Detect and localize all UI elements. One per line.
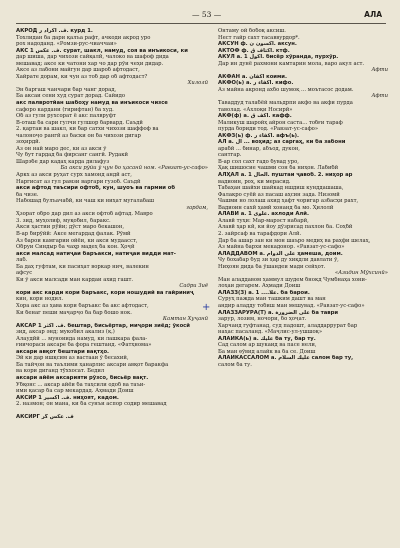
text-line: ғиичораси аксаре ба фора гештанд. «Фатҳнома» [16, 342, 152, 349]
text-line: АКФ(ф) а. اکف ق. кафф. [218, 113, 292, 120]
text-line: Фалакро суёй аз пасаш аҳсин зада. Низомӣ [218, 191, 340, 198]
text-line: Наргисат аз гул рамзи варгари гузоб. Саъдӣ [16, 178, 141, 185]
text-line: 2. қартаи ва шакл, ки бар сатхи чихози шаффоф ва [16, 126, 159, 133]
text-line: аксари авқот бештари вақтҳо. [16, 348, 110, 355]
text-line: Табаҳан шайхи шайкад ншдиш кунддашаша, [218, 185, 344, 192]
text-line: Тохлидан ба дари қалъа рафт, ачкоди акрод уро [16, 34, 151, 41]
text-line: Хилолӣ [187, 80, 208, 87]
text-line: Нест гайр сахт тасаввурдор*. [218, 34, 300, 41]
text-line: аксари айём аксарияти рӯзсо, бисьёр вақт. [16, 374, 149, 381]
text-line: 2. назмон; он мана, ки ба сунъи аспор содир мешавад [16, 401, 167, 408]
text-line: афсус [16, 270, 33, 277]
text-line: Чу бут гардад ба фирсанг сангӣ. Рудакӣ [16, 152, 128, 159]
text-line: андир аладду тобиш ман мешувад. «Равзат-ус-сафо» [218, 302, 365, 309]
text-line: акси афтод таъсири офтоб, кун, шуоъ ва гармии об [16, 185, 176, 192]
text-line: Алавӣ ҳар кӣ, ки йоу дӯзрисад пахлон ба. Соҳбӣ [218, 224, 353, 231]
text-line: В-ар сол сахт гадо бувад уро, [218, 158, 299, 165]
text-line: АКФАН а. اکفان коими. [218, 73, 287, 80]
text-line: зоҳирдӣ. [16, 139, 41, 146]
text-line: Чу бохабар буд зи ҳар ду хиқдли давлати ӯ, [218, 257, 339, 264]
text-line: АКСИРГ ف. عکس گر [16, 414, 74, 421]
text-line: Сад салом ар шукаид ва пасе нели, [218, 342, 317, 349]
text-line: АКСУН ф. اکسون ن. аксун. [218, 41, 297, 48]
text-line: Ба даҳ гуфтам, ки пасиҳат воркар ниҷ, валекин [16, 263, 149, 270]
text-line: Аксе аз лабони майгун дар шароб афтодаст, [16, 67, 140, 74]
text-line: Ба аксаи сени худ сурат дорад. Сайидо [16, 93, 126, 100]
text-line: вадиоин, роҳ, ки мерасид. [218, 178, 291, 185]
text-line: АЛҲАЛ а. الحال 1. пуштаи ҷавоб. 2. ниҳор ар [218, 172, 353, 179]
text-line: Об аз гули рухсорат ё акс палвруфт [16, 113, 116, 120]
text-line: АКСАР ف. اکثر 1. бештар, бисьёртар, миҷори зиёд; ӯкосӣ [16, 322, 190, 329]
text-line: зид, аксар әнд; мукобил акализ (қ.) [16, 329, 115, 336]
text-line: чалоноҷо рангӣ аз баски он ба чихози дигар [16, 132, 141, 139]
text-line: ба чизе. [16, 191, 39, 198]
text-line: Ки ў акси малсади ман кардаи ахид гашт. [16, 276, 134, 283]
text-line: Эн баргаш чанчари бар чанг дорад, [16, 86, 117, 93]
text-line: Акси ҳастии рӯйи; дӯст маро бекашон, [16, 224, 124, 231]
text-line: Ниҳоян дида ба ўшандеи мади сейҳот. [218, 263, 326, 270]
text-line: лоҳаи дегарем. Аҳмади Доиш [218, 283, 301, 290]
text-line: Набошад булъачабӣ, ки чаш ки ниҳат мугалабаш [16, 198, 154, 205]
text-line: Алаудӣй ... муноиида намуд, ки лашкара фала- [16, 335, 148, 342]
text-line: Хайрате дорам, ки чун аз тоб дар об афтодаст? [16, 73, 148, 80]
text-line: Аз он най маро дес, ки аз акси ў [16, 145, 107, 152]
page-number: — 53 — [192, 10, 222, 19]
text-line: Алавӣ туҳи: Мар-марәст набарӣ, [218, 217, 309, 224]
text-line: Ҳзорат обро дар дил аз акси офтоб афтад. Мавро [16, 211, 153, 218]
text-line: Дар ба ашар зан ки мон шаъро медиҳ ва раҳфи шелаҳ, [218, 237, 371, 244]
text-line: Вадиоин сахӣ ҳамӣ хонанд ба мо. Ҳилолӣ [218, 204, 334, 211]
text-line: Ба акси рўйи ў ҷун бо ҳасанӣ ном. «Равзат-ус-сафо» [60, 165, 208, 172]
text-line: АЛАЙКА(ь) а. عليك ба ту, бар ту. [218, 335, 316, 342]
text-line: сафоро кардани (гирифтан) ба худ. [16, 106, 114, 113]
text-line: зарур, лозим, ночори, бо ҳоҷат. [218, 316, 307, 323]
right-column [218, 28, 388, 540]
text-line: рох надоданд. «Ромзи-рус-чиаччаи» [16, 41, 117, 48]
text-line: АЛАВӢ а. علوی 1. ахлоди Алӣ. [218, 211, 309, 218]
text-line: кин, кори нодил. [16, 296, 63, 303]
text-line: Садри Зиё [179, 283, 208, 290]
text-line: наҳас пасаланд. «Маҷлис-ул-ушшоқ» [218, 329, 323, 336]
text-line: Аз майна бархи мекадонор. «Равзат-ус-сафо» [218, 244, 345, 251]
text-line: Ман аладдавом ҳаммул шудем бнокд Чумбнаҳа хони- [218, 276, 367, 283]
text-line: Эй ки дар ишқсим аз вастааи ӯ бесахий, [16, 355, 129, 362]
text-line: мешавад; аксе ки чатони хар чо дар рӯи чеҳи дидар. [16, 60, 164, 67]
text-line: Дар ин дунё рахмони камтарин мола, варо акул аст. [218, 60, 365, 67]
text-line: Камтан Хуҷанӣ [162, 316, 208, 323]
text-line: Обруи Синдыр ба чаҳр мадеҳ ба кон. Ҳоҷӣ [16, 244, 135, 251]
text-line: Ҳақ шишосие чашми сон ба ниҳон. Лабибӣ [218, 165, 339, 172]
text-line: Маликуш шаройҳ айрон саста... тобғи тараф [218, 119, 343, 126]
text-line: ва кори диганд тӯххосат. Бедил [16, 368, 105, 375]
text-line: ими қасар ба сар мекардад. Аҳмади Доиш [16, 388, 134, 395]
text-line: Чашми но лолаш ахид ҳафт чоригар азбасҳи рахт, [218, 198, 359, 205]
text-line: акси малсад натиҷаи баръакси, натиҷаи видди мат- [16, 250, 176, 257]
left-column [16, 28, 211, 540]
text-line: Хора акс аз ҳава кори баръакс ба акс афтодаст, [16, 302, 149, 309]
text-line: АЛАЗЗАРУРА(Т) а. على الضرورة ба таври [218, 309, 339, 316]
text-line: 3. зид, муҳолиф, муқобил, баракс. [16, 217, 111, 224]
text-line: таволад. «Ахлоқи Носирӣ» [218, 106, 293, 113]
text-line: Аз майна акронд ахбо шумоқ ... моътасос додам. [218, 86, 354, 93]
text-line: Ӯбқонс ... аксар айёи ба таҳсили одоб ва таъи- [16, 381, 146, 388]
text-line: АЛ а. ال ... воҳид; аз саргаҳ, ки ба забони [218, 139, 346, 146]
text-line: Харчанд гуфтанад, суд падошт, аладдаррурат бар [218, 322, 358, 329]
text-line: Аз барои камгарии ойёи, ки акси мудаасст, [16, 237, 138, 244]
text-line: салом ба ту. [218, 361, 252, 368]
page-header [0, 10, 400, 22]
text-line: «Азидин Мӯхсинӣ» [334, 270, 388, 277]
text-line: дар шиша, дар чихози сайқалӣ, чалоко ва шафоф дида [16, 54, 169, 61]
text-line: Афти [371, 93, 388, 100]
text-line: АКТОФ ф. اکتاف ق. ктф. [218, 47, 290, 54]
text-line: АКУЛ а. اکول 1. бисёр хӯранда, пурхӯр. [218, 54, 339, 61]
text-line: АКРОД ف. اکراد ر. курд 1. [16, 28, 93, 34]
text-line: акс палвротйан шабоҳу намуд ва инъикоси чизсе [16, 100, 168, 107]
text-line: гардам, [186, 204, 208, 211]
text-line: Ба тайҷон ва таълими ҳанарлис аксари авқот баракфа [16, 361, 169, 368]
text-line: АКС ف. عکس 1. сурат, шакл, намуд, соя ва инъикоси, ки [16, 47, 188, 54]
text-line: АЛАДДАВОМ а. علی الدوام ҳамеша, доим. [218, 250, 343, 257]
text-line: АКСИР ف. اکسیر 1. ниҳоят, кадом. [16, 394, 119, 401]
text-line: Аркх аз акси руҳат сурх хамонд андӣ аст, [16, 172, 132, 179]
text-line: АКФО(ь) а. اکفاء ر. кифо. [218, 80, 294, 87]
text-line: АКФЗ(ь) ф. اکفاء ر. афъ(ь). [218, 132, 300, 139]
text-line: В-ар бирӯйӣ: Аксе мегардад фалак. Рӯмӣ [16, 230, 131, 237]
text-line: лаб. [16, 257, 28, 264]
text-line: 2. зайрсаф ва тарафдори Алӣ. [218, 230, 302, 237]
text-line: Суруҳ пажда ман ташким дашт ва ман [218, 296, 326, 303]
text-line: АЛАЙКАССАЛОМ а. عليك السلام салом бар ту, [218, 355, 354, 362]
text-line: Шарэбе дар кадаҳ карда дилафуз [16, 158, 110, 165]
text-line: АЛАЗЗ(З) а. علا.... 1. ба барои. [218, 289, 310, 296]
text-line: Ки бенаг пеши маҷарҷо ба бар бошо нок. [16, 309, 132, 316]
text-line: сантгар. [218, 152, 242, 159]
plus-mark: + [202, 302, 211, 313]
running-head: АЛА [364, 10, 382, 19]
text-line: Онтаму ой бобоқ аксиш. [218, 28, 286, 34]
text-line: Афти [371, 67, 388, 74]
text-line: пурда бориди тод. «Равзат-ус-сафо» [218, 126, 319, 133]
header-rule [16, 23, 386, 24]
text-line: кори акс карди кори баръакс, кори ношудий ва гайриниҷ [16, 289, 194, 296]
text-line: В-оташ ба сари гулчи гулшор барвард. Саъдӣ [16, 119, 143, 126]
text-line: арабӣ ... бинар, абъод, дукон, [218, 145, 300, 152]
text-line: Ба ман ѳӯвид алайк ва ба се. Доиш [218, 348, 316, 355]
text-line: Таваддуд талабёй мальдрпи акфо ва акфи пурда [218, 100, 353, 107]
